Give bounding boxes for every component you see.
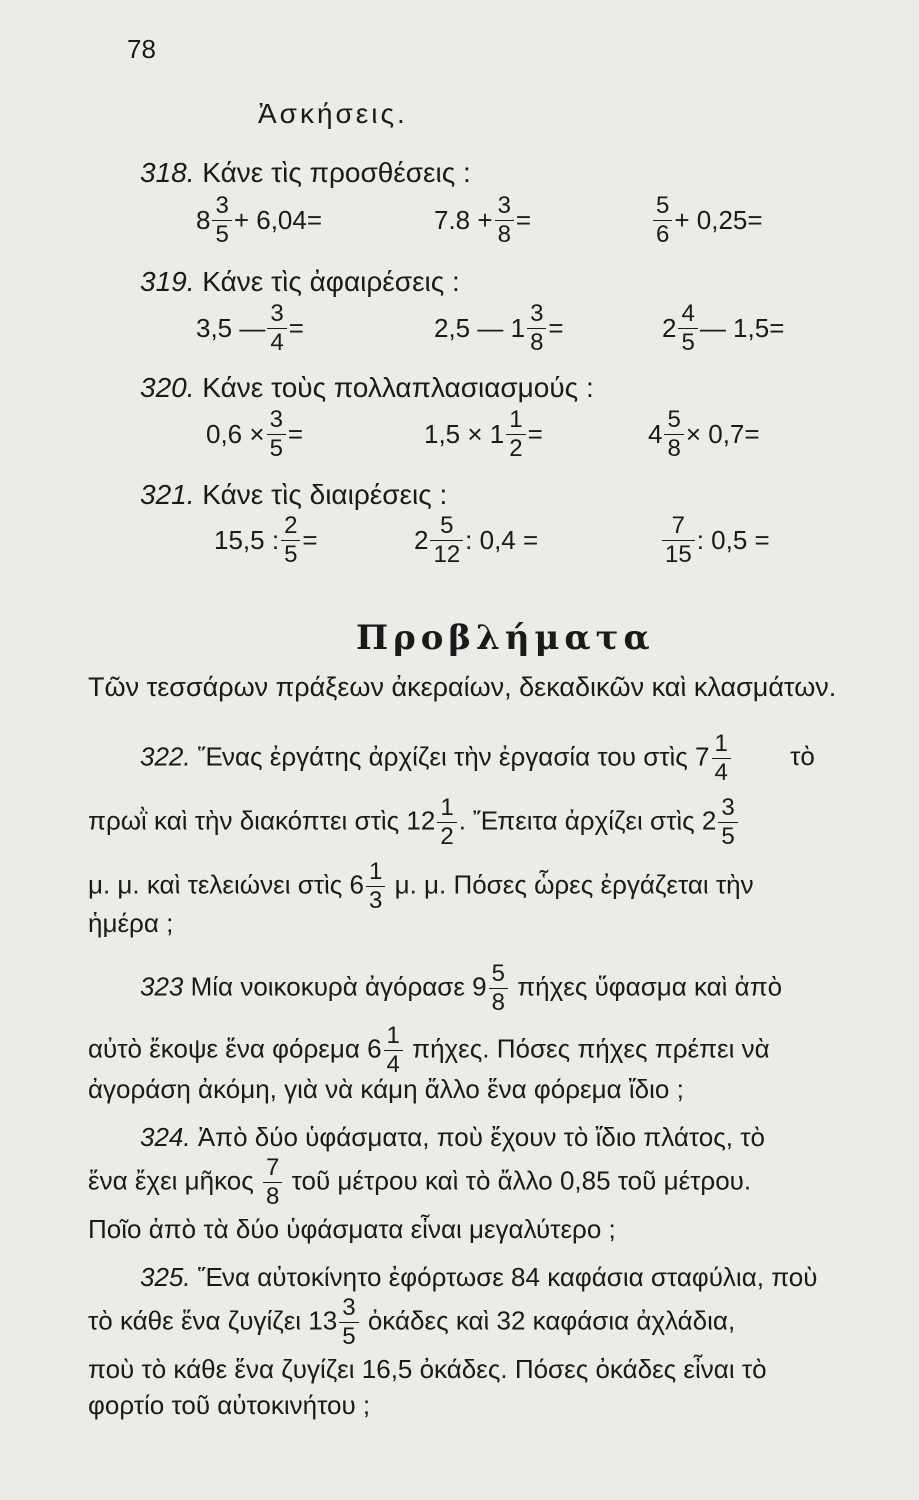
problem-number: 323 [140,971,184,1002]
problem-text: Ἕνα αὐτοκίνητο ἐφόρτωσε 84 καφάσια σταφύλια, ποὺ [197,1262,818,1292]
fraction: $\frac{1}{2}$ [437,796,456,849]
problem-text: Ἕνας ἐργάτης ἀρχίζει τὴν ἐργασία του στὶς 7 [197,741,710,772]
problem-325-line-3: ποὺ τὸ κάθε ἕνα ζυγίζει 16,5 ὀκάδες. Πόσες ὀκάδες εἶναι τὸ [88,1354,767,1384]
item-rest: × 0,7= [685,419,760,449]
fraction: $\frac{1}{2}$ [506,408,525,461]
problem-text: πήχες. Πόσες πήχες πρέπει νὰ [412,1033,770,1064]
exercise-item [660,514,770,567]
item-lead: 15,5 : [214,525,280,555]
exercise-instruction: Κάνε τὶς ἀφαιρέσεις : [202,266,460,297]
problem-text: ὀκάδες καὶ 32 καφάσια ἀχλάδια, [367,1305,736,1336]
item-rest: = [548,313,564,343]
fraction: $\frac{3}{4}$ [267,302,286,355]
exercise-item [206,408,303,461]
fraction: $\frac{3}{5}$ [339,1296,358,1349]
exercise-instruction: Κάνε τοὺς πολλαπλασιασμούς : [202,372,594,403]
exercise-item [434,194,531,247]
fraction: $\frac{1}{4}$ [384,1024,403,1077]
exercise-item [424,408,543,461]
problem-text: πρωῒ καὶ τὴν διακόπτει στὶς 12 [88,805,436,836]
item-rest: = [288,313,304,343]
problem-number: 324. [140,1122,191,1152]
item-rest: + 6,04= [233,205,323,235]
exercise-item [214,514,318,567]
problem-325-line-2 [88,1296,735,1349]
exercise-319-heading [140,266,460,298]
item-lead: 0,6 × [206,419,265,449]
problems-title: Προβλήματα [356,618,655,658]
item-rest: = [287,419,304,449]
problem-322-line-4: ἡμέρα ; [88,908,174,938]
item-lead: 2 [414,525,429,555]
item-lead: 2,5 — 1 [434,313,526,343]
exercise-item [196,302,304,355]
problem-323-line-2 [88,1024,770,1077]
problem-text: αὐτὸ ἔκοψε ἕνα φόρεμα 6 [88,1033,382,1064]
problem-322-line-1 [140,732,815,785]
fraction: $\frac{5}{8}$ [664,408,683,461]
fraction: $\frac{1}{3}$ [366,860,385,913]
item-lead: 2 [662,313,677,343]
problem-text: ἕνα ἔχει μῆκος [88,1165,254,1196]
exercise-instruction: Κάνε τὶς διαιρέσεις : [202,479,448,510]
exercise-number: 319. [140,266,195,297]
problem-324-line-2 [88,1156,751,1209]
fraction: $\frac{3}{8}$ [495,194,514,247]
problem-number: 322. [140,741,191,772]
problem-323-line-3: ἀγοράση ἀκόμη, γιὰ νὰ κάμη ἄλλο ἕνα φόρεμα ἴδιο ; [88,1074,684,1104]
exercise-320-heading [140,372,594,404]
fraction: $\frac{5}{8}$ [489,962,508,1015]
exercise-item [648,408,760,461]
exercise-item [434,302,564,355]
fraction: $\frac{5}{12}$ [430,514,463,567]
problem-322-line-3 [88,860,754,913]
problem-324-line-1 [140,1122,765,1153]
page-number: 78 [127,34,156,64]
problem-text: τὸ κάθε ἕνα ζυγίζει 13 [88,1305,338,1336]
item-lead: 4 [648,419,663,449]
exercise-318-heading [140,157,471,189]
fraction: $\frac{2}{5}$ [281,514,300,567]
fraction: $\frac{4}{5}$ [678,302,697,355]
exercise-instruction: Κάνε τὶς προσθέσεις : [202,157,471,188]
exercise-item [414,514,538,567]
exercise-321-heading [140,479,447,511]
problem-text: Ἀπὸ δύο ὑφάσματα, ποὺ ἔχουν τὸ ἴδιο πλάτος, τὸ [197,1122,765,1152]
item-rest: = [527,419,543,449]
item-lead: 7.8 + [434,205,493,235]
problem-text: τοῦ μέτρου καὶ τὸ ἄλλο 0,85 τοῦ μέτρου. [291,1165,752,1196]
exercise-item [196,194,322,247]
item-rest: = [302,525,318,555]
item-rest: — 1,5= [699,313,785,343]
fraction: $\frac{3}{5}$ [267,408,286,461]
item-lead: 8 [196,205,211,235]
problem-text: τὸ [790,741,815,772]
problem-323-line-1 [140,962,782,1015]
problem-text: . Ἔπειτα ἀρχίζει στὶς 2 [458,805,717,836]
item-rest: + 0,25= [674,205,763,235]
problem-number: 325. [140,1262,191,1292]
item-lead: 1,5 × 1 [424,419,505,449]
fraction: $\frac{3}{5}$ [212,194,231,247]
problem-text: πήχες ὕφασμα καὶ ἀπὸ [517,971,783,1002]
fraction: $\frac{7}{15}$ [662,514,695,567]
problems-subtitle: Τῶν τεσσάρων πράξεων ἀκεραίων, δεκαδικῶν καὶ κλασμάτων. [88,672,837,702]
exercise-item [662,302,784,355]
problem-325-line-4: φορτίο τοῦ αὐτοκινήτου ; [88,1390,371,1420]
problem-text: μ. μ. καὶ τελειώνει στὶς 6 [88,869,364,900]
problem-322-line-2 [88,796,740,849]
fraction: $\frac{3}{8}$ [527,302,546,355]
problem-text: Μία νοικοκυρὰ ἀγόρασε 9 [190,971,487,1002]
exercise-item [651,194,763,247]
problem-text: μ. μ. Πόσες ὧρες ἐργάζεται τὴν [394,869,754,900]
section-title: Ἀσκήσεις. [258,98,408,129]
problem-325-line-1 [140,1262,817,1293]
fraction: $\frac{7}{8}$ [263,1156,282,1209]
exercise-number: 318. [140,157,195,188]
fraction: $\frac{3}{5}$ [718,796,737,849]
item-rest: : 0,4 = [465,525,539,555]
item-rest: = [515,205,532,235]
item-rest: : 0,5 = [696,525,770,555]
problem-324-line-3: Ποῖο ἀπὸ τὰ δύο ὑφάσματα εἶναι μεγαλύτερο ; [88,1214,616,1244]
fraction: $\frac{5}{6}$ [653,194,672,247]
exercise-number: 320. [140,372,195,403]
exercise-number: 321. [140,479,195,510]
fraction: $\frac{1}{4}$ [712,732,731,785]
item-lead: 3,5 — [196,313,266,343]
